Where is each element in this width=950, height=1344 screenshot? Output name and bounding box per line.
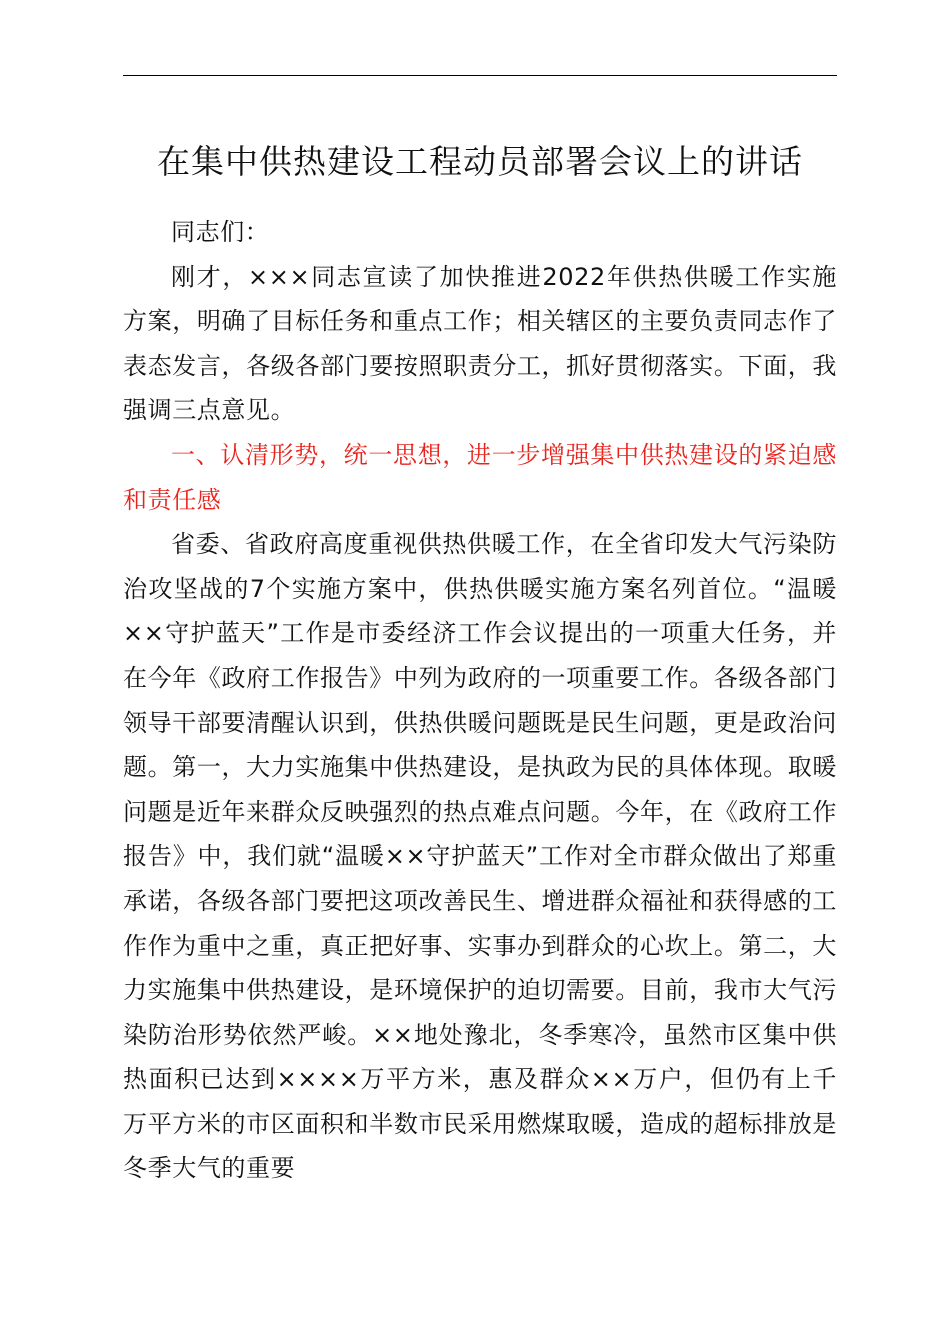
salutation: 同志们： xyxy=(171,218,270,246)
document-body xyxy=(123,210,837,1191)
header-rule xyxy=(123,75,837,76)
document-title: 在集中供热建设工程动员部署会议上的讲话 xyxy=(157,142,803,181)
section-heading-1: 一、认清形势，统一思想，进一步增强集中供热建设的紧迫感和责任感 xyxy=(123,440,837,514)
intro-paragraph: 刚才，×××同志宣读了加快推进2022年供热供暖工作实施方案，明确了目标任务和重点工作；相关辖区的主要负责同志作了表态发言，各级各部门要按照职责分工，抓好贯彻落实。下面，我强调三点意见。 xyxy=(123,262,837,425)
body-paragraph: 省委、省政府高度重视供热供暖工作，在全省印发大气污染防治攻坚战的7个实施方案中，供热供暖实施方案名列首位。“温暖××守护蓝天”工作是市委经济工作会议提出的一项重大任务，并在今年《政府工作报告》中列为政府的一项重要工作。各级各部门领导干部要清醒认识到，供热供暖问题既是民生问题，更是政治问题。第一，大力实施集中供热建设，是执政为民的具体体现。取暖问题是近年来群众反映强烈的热点难点问题。今年，在《政府工作报告》中，我们就“温暖××守护蓝天”工作对全市群众做出了郑重承诺，各级各部门要把这项改善民生、增进群众福祉和获得感的工作作为重中之重，真正把好事、实事办到群众的心坎上。第二，大力实施集中供热建设，是环境保护的迫切需要。目前，我市大气污染防治形势依然严峻。××地处豫北，冬季寒冷，虽然市区集中供热面积已达到××××万平方米，惠及群众××万户，但仍有上千万平方米的市区面积和半数市民采用燃煤取暖，造成的超标排放是冬季大气的重要 xyxy=(123,530,837,1183)
